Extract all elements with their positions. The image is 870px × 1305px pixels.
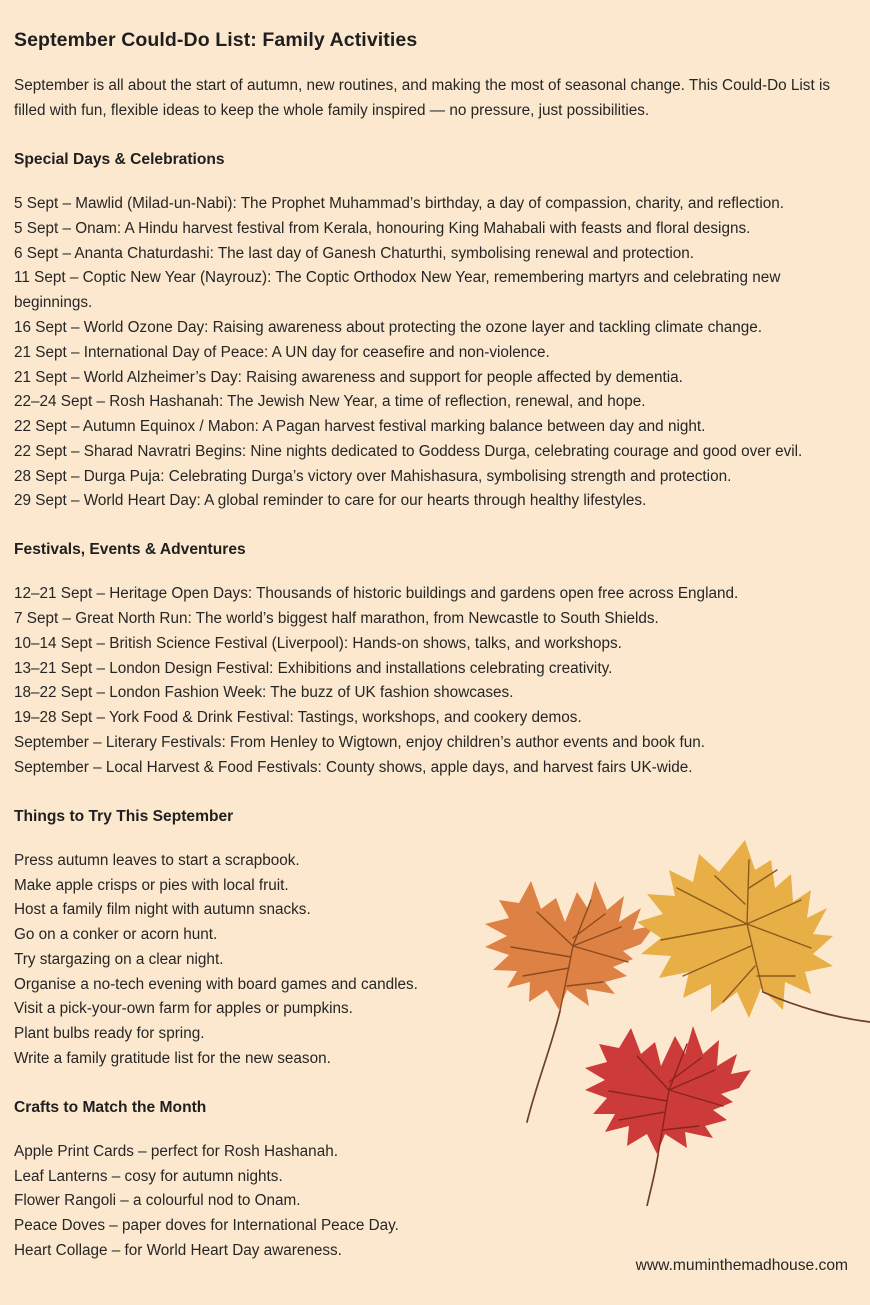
list-item: Flower Rangoli – a colourful nod to Onam. bbox=[14, 1192, 301, 1210]
list-item: Plant bulbs ready for spring. bbox=[14, 1025, 205, 1043]
list-item: 13–21 Sept – London Design Festival: Exhibitions and installations celebrating creativity. bbox=[14, 659, 613, 677]
list-item: Go on a conker or acorn hunt. bbox=[14, 926, 218, 944]
document-content bbox=[14, 28, 856, 1264]
intro-paragraph: September is all about the start of autumn, new routines, and making the most of seasonal change. This Could-Do List is filled with fun, flexible ideas to keep the whole family inspired — no pressure, just possibilities. bbox=[14, 77, 830, 120]
list-item: Organise a no-tech evening with board games and candles. bbox=[14, 975, 418, 993]
section-heading-special-days: Special Days & Celebrations bbox=[14, 150, 225, 168]
list-item: 21 Sept – World Alzheimer’s Day: Raising awareness and support for people affected by dementia. bbox=[14, 368, 683, 386]
list-item: Heart Collage – for World Heart Day awareness. bbox=[14, 1242, 342, 1259]
list-item: 22 Sept – Sharad Navratri Begins: Nine nights dedicated to Goddess Durga, celebrating courage and good over evil. bbox=[14, 442, 803, 460]
list-item: Press autumn leaves to start a scrapbook. bbox=[14, 851, 300, 869]
list-item: 21 Sept – International Day of Peace: A UN day for ceasefire and non-violence. bbox=[14, 343, 550, 361]
list-item: 16 Sept – World Ozone Day: Raising awareness about protecting the ozone layer and tackling climate change. bbox=[14, 319, 763, 336]
special-days-list bbox=[14, 192, 856, 514]
page-title: September Could-Do List: Family Activities bbox=[14, 29, 418, 51]
list-item: 29 Sept – World Heart Day: A global reminder to care for our hearts through healthy lifestyles. bbox=[14, 492, 647, 510]
list-item: September – Local Harvest & Food Festivals: County shows, apple days, and harvest fairs UK-wide. bbox=[14, 758, 693, 776]
things-to-try-list bbox=[14, 849, 856, 1072]
crafts-list bbox=[14, 1140, 856, 1264]
list-item: Try stargazing on a clear night. bbox=[14, 950, 224, 968]
list-item: 6 Sept – Ananta Chaturdashi: The last day of Ganesh Chaturthi, symbolising renewal and protection. bbox=[14, 244, 694, 262]
list-item: 18–22 Sept – London Fashion Week: The buzz of UK fashion showcases. bbox=[14, 684, 514, 702]
list-item: Write a family gratitude list for the new season. bbox=[14, 1049, 331, 1067]
list-item: Peace Doves – paper doves for International Peace Day. bbox=[14, 1217, 399, 1235]
list-item: 19–28 Sept – York Food & Drink Festival: Tastings, workshops, and cookery demos. bbox=[14, 709, 582, 727]
list-item: 5 Sept – Mawlid (Milad-un-Nabi): The Prophet Muhammad’s birthday, a day of compassion, charity, and reflection. bbox=[14, 195, 785, 213]
list-item: 7 Sept – Great North Run: The world’s biggest half marathon, from Newcastle to South Shields. bbox=[14, 610, 659, 628]
section-heading-things-to-try: Things to Try This September bbox=[14, 807, 234, 825]
list-item: 11 Sept – Coptic New Year (Nayrouz): The Coptic Orthodox New Year, remembering martyrs and celebrating new beginnings. bbox=[14, 269, 781, 312]
festivals-list bbox=[14, 582, 856, 780]
list-item: Apple Print Cards – perfect for Rosh Hashanah. bbox=[14, 1142, 338, 1160]
list-item: 22 Sept – Autumn Equinox / Mabon: A Pagan harvest festival marking balance between day and night. bbox=[14, 418, 706, 436]
list-item: September – Literary Festivals: From Henley to Wigtown, enjoy children’s author events and book fun. bbox=[14, 733, 705, 751]
section-heading-festivals: Festivals, Events & Adventures bbox=[14, 541, 246, 559]
list-item: Visit a pick-your-own farm for apples or pumpkins. bbox=[14, 1000, 353, 1018]
list-item: 28 Sept – Durga Puja: Celebrating Durga’s victory over Mahishasura, symbolising strength and protection. bbox=[14, 467, 732, 485]
list-item: 12–21 Sept – Heritage Open Days: Thousands of historic buildings and gardens open free across England. bbox=[14, 585, 739, 603]
website-url: www.muminthemadhouse.com bbox=[635, 1257, 848, 1274]
section-heading-crafts: Crafts to Match the Month bbox=[14, 1098, 207, 1116]
list-item: 10–14 Sept – British Science Festival (Liverpool): Hands-on shows, talks, and workshops. bbox=[14, 634, 622, 652]
list-item: Make apple crisps or pies with local fruit. bbox=[14, 876, 289, 894]
list-item: 5 Sept – Onam: A Hindu harvest festival from Kerala, honouring King Mahabali with feasts and floral designs. bbox=[14, 219, 751, 237]
list-item: 22–24 Sept – Rosh Hashanah: The Jewish New Year, a time of reflection, renewal, and hope. bbox=[14, 393, 646, 411]
list-item: Leaf Lanterns – cosy for autumn nights. bbox=[14, 1167, 283, 1185]
list-item: Host a family film night with autumn snacks. bbox=[14, 901, 311, 919]
